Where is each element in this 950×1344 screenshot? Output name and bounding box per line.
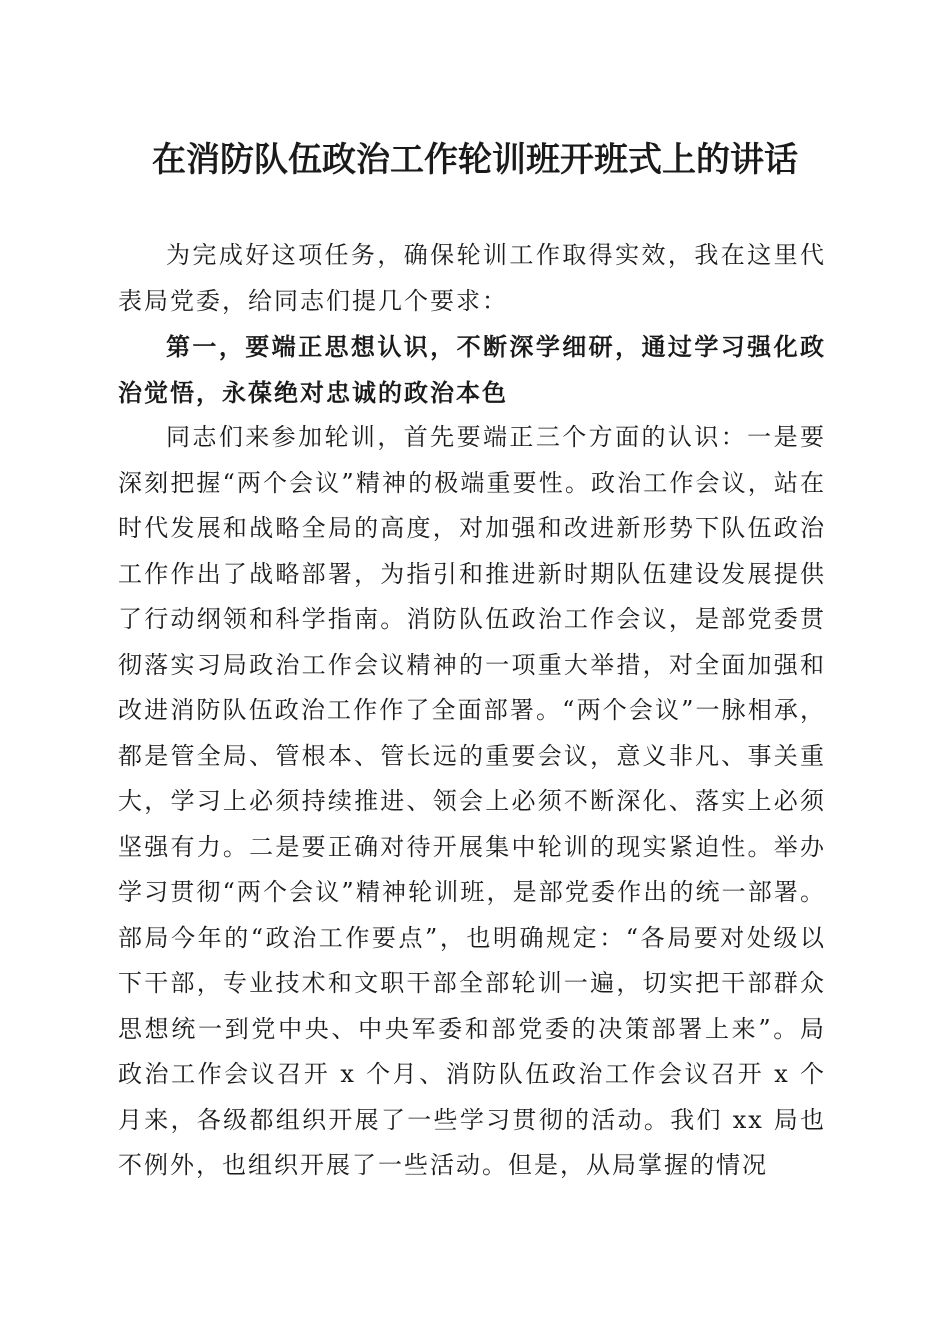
section-heading-first: 第一，要端正思想认识，不断深学细研，通过学习强化政治觉悟，永葆绝对忠诚的政治本色 <box>118 332 826 407</box>
body-paragraph: 同志们来参加轮训，首先要端正三个方面的认识：一是要深刻把握“两个会议”精神的极端重要性。政治工作会议，站在时代发展和战略全局的高度，对加强和改进新形势下队伍政治工作作出了战略部署，为指引和推进新时期队伍建设发展提供了行动纲领和科学指南。消防队伍政治工作会议，是部党委贯彻落实习局政治工作会议精神的一项重大举措，对全面加强和改进消防队伍政治工作作了全面部署。“两个会议”一脉相承，都是管全局、管根本、管长远的重要会议，意义非凡、事关重大，学习上必须持续推进、领会上必须不断深化、落实上必须坚强有力。二是要正确对待开展集中轮训的现实紧迫性。举办学习贯彻“两个会议”精神轮训班，是部党委作出的统一部署。部局今年的“政治工作要点”，也明确规定：“各局要对处级以下干部，专业技术和文职干部全部轮训一遍，切实把干部群众思想统一到党中央、中央军委和部党委的决策部署上来”。局政治工作会议召开 x 个月、消防队伍政治工作会议召开 x 个月来，各级都组织开展了一些学习贯彻的活动。我们 xx 局也不例外，也组织开展了一些活动。但是，从局掌握的情况 <box>118 423 826 1179</box>
document-body <box>118 233 826 1189</box>
document-title: 在消防队伍政治工作轮训班开班式上的讲话 <box>152 140 798 180</box>
intro-paragraph: 为完成好这项任务，确保轮训工作取得实效，我在这里代表局党委，给同志们提几个要求： <box>118 241 826 315</box>
